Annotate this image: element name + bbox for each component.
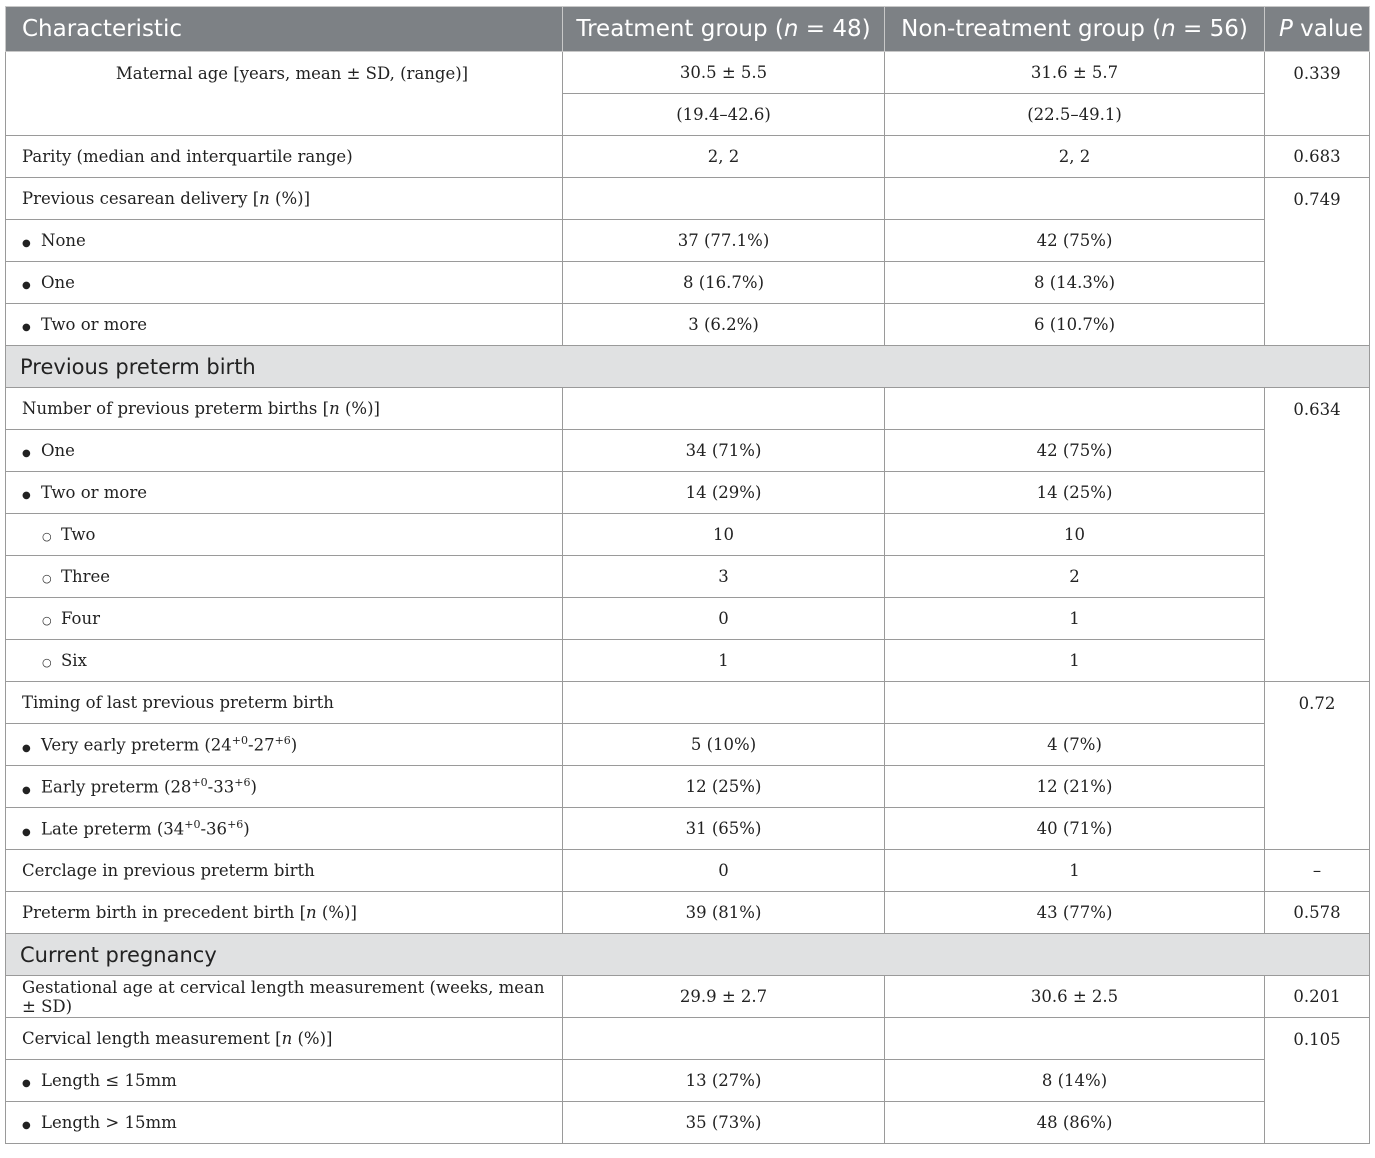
cell	[885, 178, 1265, 220]
cell: 42 (75%)	[885, 220, 1265, 262]
table-row	[6, 850, 1370, 892]
table-row	[6, 724, 1370, 766]
cell: 31.6 ± 5.7	[885, 52, 1265, 94]
cell: 0	[563, 598, 885, 640]
row-label: ● One	[6, 262, 563, 304]
table-row	[6, 1018, 1370, 1060]
cell: 2	[885, 556, 1265, 598]
row-label: ● Very early preterm $(24^{+0}-27^{+6})$	[6, 724, 563, 766]
row-label: ● Late preterm $(34^{+0}-36^{+6})$	[6, 808, 563, 850]
cell: 10	[563, 514, 885, 556]
bullet-icon: ●	[22, 1120, 31, 1131]
p-value: 0.634	[1265, 388, 1370, 682]
table-row	[6, 1060, 1370, 1102]
circle-icon: ○	[42, 614, 52, 627]
table-row	[6, 556, 1370, 598]
p-value: 0.578	[1265, 892, 1370, 934]
bullet-icon: ●	[22, 490, 31, 501]
cell: 1	[885, 598, 1265, 640]
circle-icon: ○	[42, 530, 52, 543]
cell: (22.5–49.1)	[885, 94, 1265, 136]
row-label: Cerclage in previous preterm birth	[6, 850, 563, 892]
cell: 4 (7%)	[885, 724, 1265, 766]
table-container	[5, 6, 1370, 1144]
table-row	[6, 808, 1370, 850]
row-label: ● Early preterm $(28^{+0}-33^{+6})$	[6, 766, 563, 808]
cell: 12 (25%)	[563, 766, 885, 808]
row-label: Gestational age at cervical length measurement (weeks, mean ± SD)	[6, 976, 563, 1018]
cell: 35 (73%)	[563, 1102, 885, 1144]
cell: 10	[885, 514, 1265, 556]
header-p-value: P value	[1265, 7, 1370, 52]
cell: 3 (6.2%)	[563, 304, 885, 346]
header-characteristic: Characteristic	[6, 7, 563, 52]
p-value: 0.683	[1265, 136, 1370, 178]
cell: 40 (71%)	[885, 808, 1265, 850]
table-row	[6, 682, 1370, 724]
cell	[885, 1018, 1265, 1060]
cell: (19.4–42.6)	[563, 94, 885, 136]
row-label: Parity (median and interquartile range)	[6, 136, 563, 178]
section-row	[6, 934, 1370, 976]
p-value: 0.201	[1265, 976, 1370, 1018]
header-treatment: Treatment group (n = 48)	[563, 7, 885, 52]
cell: 8 (16.7%)	[563, 262, 885, 304]
row-label: ○ Two	[6, 514, 563, 556]
cell	[885, 388, 1265, 430]
circle-icon: ○	[42, 572, 52, 585]
p-value: 0.72	[1265, 682, 1370, 850]
table-row	[6, 136, 1370, 178]
table-row	[6, 472, 1370, 514]
row-label: Number of previous preterm births [n (%)]	[6, 388, 563, 430]
cell: 37 (77.1%)	[563, 220, 885, 262]
row-label: ● Length > 15mm	[6, 1102, 563, 1144]
cell	[563, 178, 885, 220]
cell	[563, 1018, 885, 1060]
section-title: Current pregnancy	[6, 934, 1370, 976]
cell: 12 (21%)	[885, 766, 1265, 808]
bullet-icon: ●	[22, 448, 31, 459]
p-value: 0.749	[1265, 178, 1370, 346]
table-row	[6, 892, 1370, 934]
row-label: Previous cesarean delivery [n (%)]	[6, 178, 563, 220]
cell: 2, 2	[885, 136, 1265, 178]
cell: 30.6 ± 2.5	[885, 976, 1265, 1018]
p-value: 0.105	[1265, 1018, 1370, 1144]
cell: 0	[563, 850, 885, 892]
row-label: Cervical length measurement [n (%)]	[6, 1018, 563, 1060]
row-label: ● One	[6, 430, 563, 472]
cell: 39 (81%)	[563, 892, 885, 934]
cell: 1	[563, 640, 885, 682]
cell: 1	[885, 640, 1265, 682]
cell: 3	[563, 556, 885, 598]
cell	[563, 388, 885, 430]
row-label: Timing of last previous preterm birth	[6, 682, 563, 724]
bullet-icon: ●	[22, 1078, 31, 1089]
cell: 8 (14%)	[885, 1060, 1265, 1102]
row-label: Maternal age [years, mean ± SD, (range)]	[6, 52, 563, 136]
table-row	[6, 514, 1370, 556]
section-title: Previous preterm birth	[6, 346, 1370, 388]
cell: 5 (10%)	[563, 724, 885, 766]
cell	[885, 682, 1265, 724]
row-label: ● None	[6, 220, 563, 262]
table-row	[6, 598, 1370, 640]
table-row	[6, 1102, 1370, 1144]
cell: 30.5 ± 5.5	[563, 52, 885, 94]
row-label: ○ Four	[6, 598, 563, 640]
cell: 6 (10.7%)	[885, 304, 1265, 346]
row-label: ○ Three	[6, 556, 563, 598]
cell: 43 (77%)	[885, 892, 1265, 934]
table-row	[6, 766, 1370, 808]
cell	[563, 682, 885, 724]
cell: 48 (86%)	[885, 1102, 1265, 1144]
table-row	[6, 220, 1370, 262]
p-value: –	[1265, 850, 1370, 892]
bullet-icon: ●	[22, 280, 31, 291]
cell: 13 (27%)	[563, 1060, 885, 1102]
bullet-icon: ●	[22, 784, 31, 796]
cell: 1	[885, 850, 1265, 892]
cell: 34 (71%)	[563, 430, 885, 472]
circle-icon: ○	[42, 656, 52, 669]
header-row	[6, 7, 1370, 52]
row-label: ○ Six	[6, 640, 563, 682]
cell: 42 (75%)	[885, 430, 1265, 472]
section-row	[6, 346, 1370, 388]
table-row	[6, 178, 1370, 220]
p-value: 0.339	[1265, 52, 1370, 136]
cell: 31 (65%)	[563, 808, 885, 850]
cell: 8 (14.3%)	[885, 262, 1265, 304]
cell: 29.9 ± 2.7	[563, 976, 885, 1018]
bullet-icon: ●	[22, 742, 31, 754]
cell: 2, 2	[563, 136, 885, 178]
baseline-characteristics-table	[5, 6, 1370, 1144]
row-label: ● Two or more	[6, 304, 563, 346]
header-nontreatment: Non-treatment group (n = 56)	[885, 7, 1265, 52]
row-label: ● Length ≤ 15mm	[6, 1060, 563, 1102]
table-row	[6, 430, 1370, 472]
table-row	[6, 304, 1370, 346]
table-row	[6, 52, 1370, 94]
table-row	[6, 640, 1370, 682]
table-row	[6, 388, 1370, 430]
cell: 14 (25%)	[885, 472, 1265, 514]
bullet-icon: ●	[22, 826, 31, 838]
row-label: Preterm birth in precedent birth [n (%)]	[6, 892, 563, 934]
bullet-icon: ●	[22, 238, 31, 249]
cell: 14 (29%)	[563, 472, 885, 514]
bullet-icon: ●	[22, 322, 31, 333]
table-row	[6, 262, 1370, 304]
table-row	[6, 976, 1370, 1018]
row-label: ● Two or more	[6, 472, 563, 514]
